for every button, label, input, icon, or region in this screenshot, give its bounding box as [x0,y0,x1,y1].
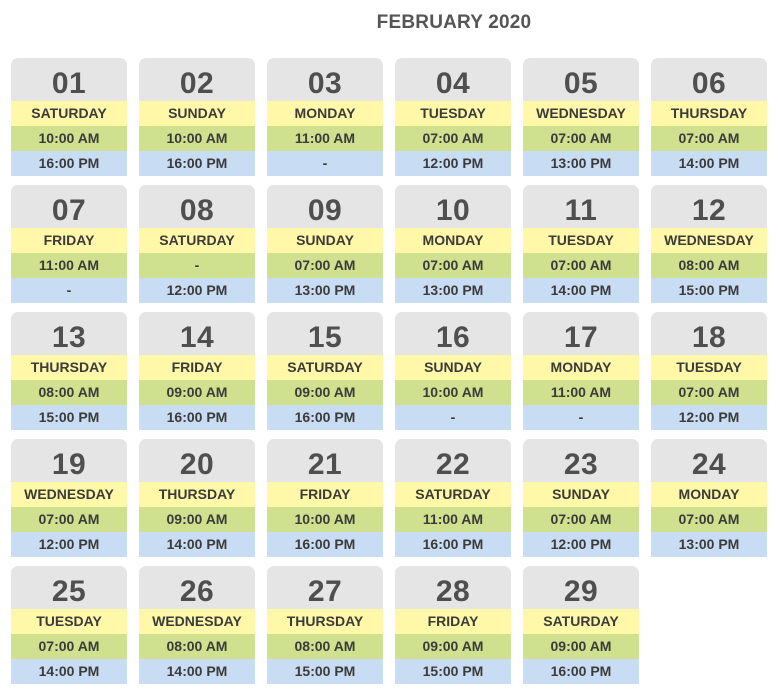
day-number: 07 [11,185,127,228]
close-time: 12:00 PM [523,532,639,557]
day-card [523,439,639,557]
close-time: 16:00 PM [523,659,639,684]
weekday-label: SATURDAY [523,609,639,634]
open-time: 07:00 AM [395,126,511,151]
day-card [651,58,767,176]
day-number: 09 [267,185,383,228]
day-card [395,566,511,684]
open-time: 10:00 AM [267,507,383,532]
day-card [139,58,255,176]
close-time: - [523,405,639,430]
day-number: 12 [651,185,767,228]
day-number: 13 [11,312,127,355]
open-time: 07:00 AM [395,253,511,278]
open-time: 08:00 AM [651,253,767,278]
close-time: 13:00 PM [523,151,639,176]
close-time: 16:00 PM [11,151,127,176]
day-number: 15 [267,312,383,355]
weekday-label: TUESDAY [395,101,511,126]
day-number: 01 [11,58,127,101]
day-number: 22 [395,439,511,482]
day-number: 27 [267,566,383,609]
open-time: 11:00 AM [395,507,511,532]
weekday-label: SUNDAY [523,482,639,507]
weekday-label: FRIDAY [395,609,511,634]
day-card [139,566,255,684]
open-time: 09:00 AM [139,380,255,405]
calendar-grid [11,58,767,684]
day-card [523,185,639,303]
open-time: 10:00 AM [139,126,255,151]
day-number: 10 [395,185,511,228]
weekday-label: FRIDAY [11,228,127,253]
day-card [139,185,255,303]
close-time: 12:00 PM [395,151,511,176]
close-time: 16:00 PM [267,532,383,557]
weekday-label: WEDNESDAY [139,609,255,634]
day-number: 05 [523,58,639,101]
weekday-label: SATURDAY [11,101,127,126]
weekday-label: FRIDAY [139,355,255,380]
day-number: 11 [523,185,639,228]
day-number: 14 [139,312,255,355]
open-time: 11:00 AM [11,253,127,278]
day-number: 18 [651,312,767,355]
close-time: - [395,405,511,430]
weekday-label: SUNDAY [139,101,255,126]
weekday-label: WEDNESDAY [651,228,767,253]
weekday-label: SATURDAY [267,355,383,380]
weekday-label: TUESDAY [523,228,639,253]
day-card [11,185,127,303]
day-card [11,58,127,176]
close-time: 13:00 PM [267,278,383,303]
day-card [651,185,767,303]
close-time: 16:00 PM [267,405,383,430]
close-time: 16:00 PM [139,405,255,430]
weekday-label: THURSDAY [651,101,767,126]
close-time: 14:00 PM [651,151,767,176]
day-card [11,566,127,684]
day-card [651,439,767,557]
day-number: 19 [11,439,127,482]
open-time: 07:00 AM [11,634,127,659]
close-time: 12:00 PM [11,532,127,557]
close-time: 16:00 PM [395,532,511,557]
weekday-label: THURSDAY [11,355,127,380]
day-card [267,185,383,303]
open-time: 10:00 AM [395,380,511,405]
weekday-label: MONDAY [395,228,511,253]
close-time: 12:00 PM [651,405,767,430]
weekday-label: FRIDAY [267,482,383,507]
day-card [395,185,511,303]
day-number: 08 [139,185,255,228]
weekday-label: WEDNESDAY [11,482,127,507]
open-time: 11:00 AM [267,126,383,151]
weekday-label: MONDAY [267,101,383,126]
close-time: 16:00 PM [139,151,255,176]
close-time: 13:00 PM [395,278,511,303]
close-time: 14:00 PM [523,278,639,303]
day-number: 20 [139,439,255,482]
month-title: FEBRUARY 2020 [376,12,532,33]
weekday-label: MONDAY [523,355,639,380]
close-time: 14:00 PM [139,659,255,684]
day-card [267,58,383,176]
day-number: 06 [651,58,767,101]
open-time: 09:00 AM [139,507,255,532]
day-number: 16 [395,312,511,355]
day-card [139,312,255,430]
day-number: 21 [267,439,383,482]
day-number: 24 [651,439,767,482]
day-card [523,312,639,430]
day-card [267,312,383,430]
open-time: 07:00 AM [651,380,767,405]
weekday-label: WEDNESDAY [523,101,639,126]
day-card [523,566,639,684]
day-card [267,439,383,557]
open-time: 09:00 AM [523,634,639,659]
open-time: 07:00 AM [651,507,767,532]
open-time: 07:00 AM [523,126,639,151]
open-time: 07:00 AM [11,507,127,532]
open-time: 08:00 AM [267,634,383,659]
day-card [395,439,511,557]
day-card [395,312,511,430]
day-number: 28 [395,566,511,609]
open-time: 09:00 AM [267,380,383,405]
day-number: 25 [11,566,127,609]
day-number: 26 [139,566,255,609]
open-time: 07:00 AM [523,507,639,532]
day-card [651,312,767,430]
day-number: 29 [523,566,639,609]
open-time: 07:00 AM [267,253,383,278]
weekday-label: MONDAY [651,482,767,507]
day-card [139,439,255,557]
close-time: 15:00 PM [651,278,767,303]
open-time: 08:00 AM [139,634,255,659]
weekday-label: TUESDAY [651,355,767,380]
day-number: 02 [139,58,255,101]
day-number: 17 [523,312,639,355]
day-card [11,439,127,557]
close-time: 12:00 PM [139,278,255,303]
day-number: 04 [395,58,511,101]
weekday-label: SUNDAY [267,228,383,253]
close-time: 15:00 PM [395,659,511,684]
open-time: - [139,253,255,278]
weekday-label: THURSDAY [139,482,255,507]
open-time: 11:00 AM [523,380,639,405]
close-time: - [267,151,383,176]
weekday-label: SATURDAY [139,228,255,253]
day-card [395,58,511,176]
open-time: 07:00 AM [523,253,639,278]
open-time: 07:00 AM [651,126,767,151]
close-time: 13:00 PM [651,532,767,557]
day-card [11,312,127,430]
close-time: 15:00 PM [267,659,383,684]
day-card [267,566,383,684]
day-card [523,58,639,176]
weekday-label: THURSDAY [267,609,383,634]
open-time: 09:00 AM [395,634,511,659]
day-number: 23 [523,439,639,482]
open-time: 08:00 AM [11,380,127,405]
day-number: 03 [267,58,383,101]
weekday-label: SUNDAY [395,355,511,380]
weekday-label: SATURDAY [395,482,511,507]
close-time: 15:00 PM [11,405,127,430]
close-time: 14:00 PM [139,532,255,557]
close-time: 14:00 PM [11,659,127,684]
open-time: 10:00 AM [11,126,127,151]
close-time: - [11,278,127,303]
weekday-label: TUESDAY [11,609,127,634]
